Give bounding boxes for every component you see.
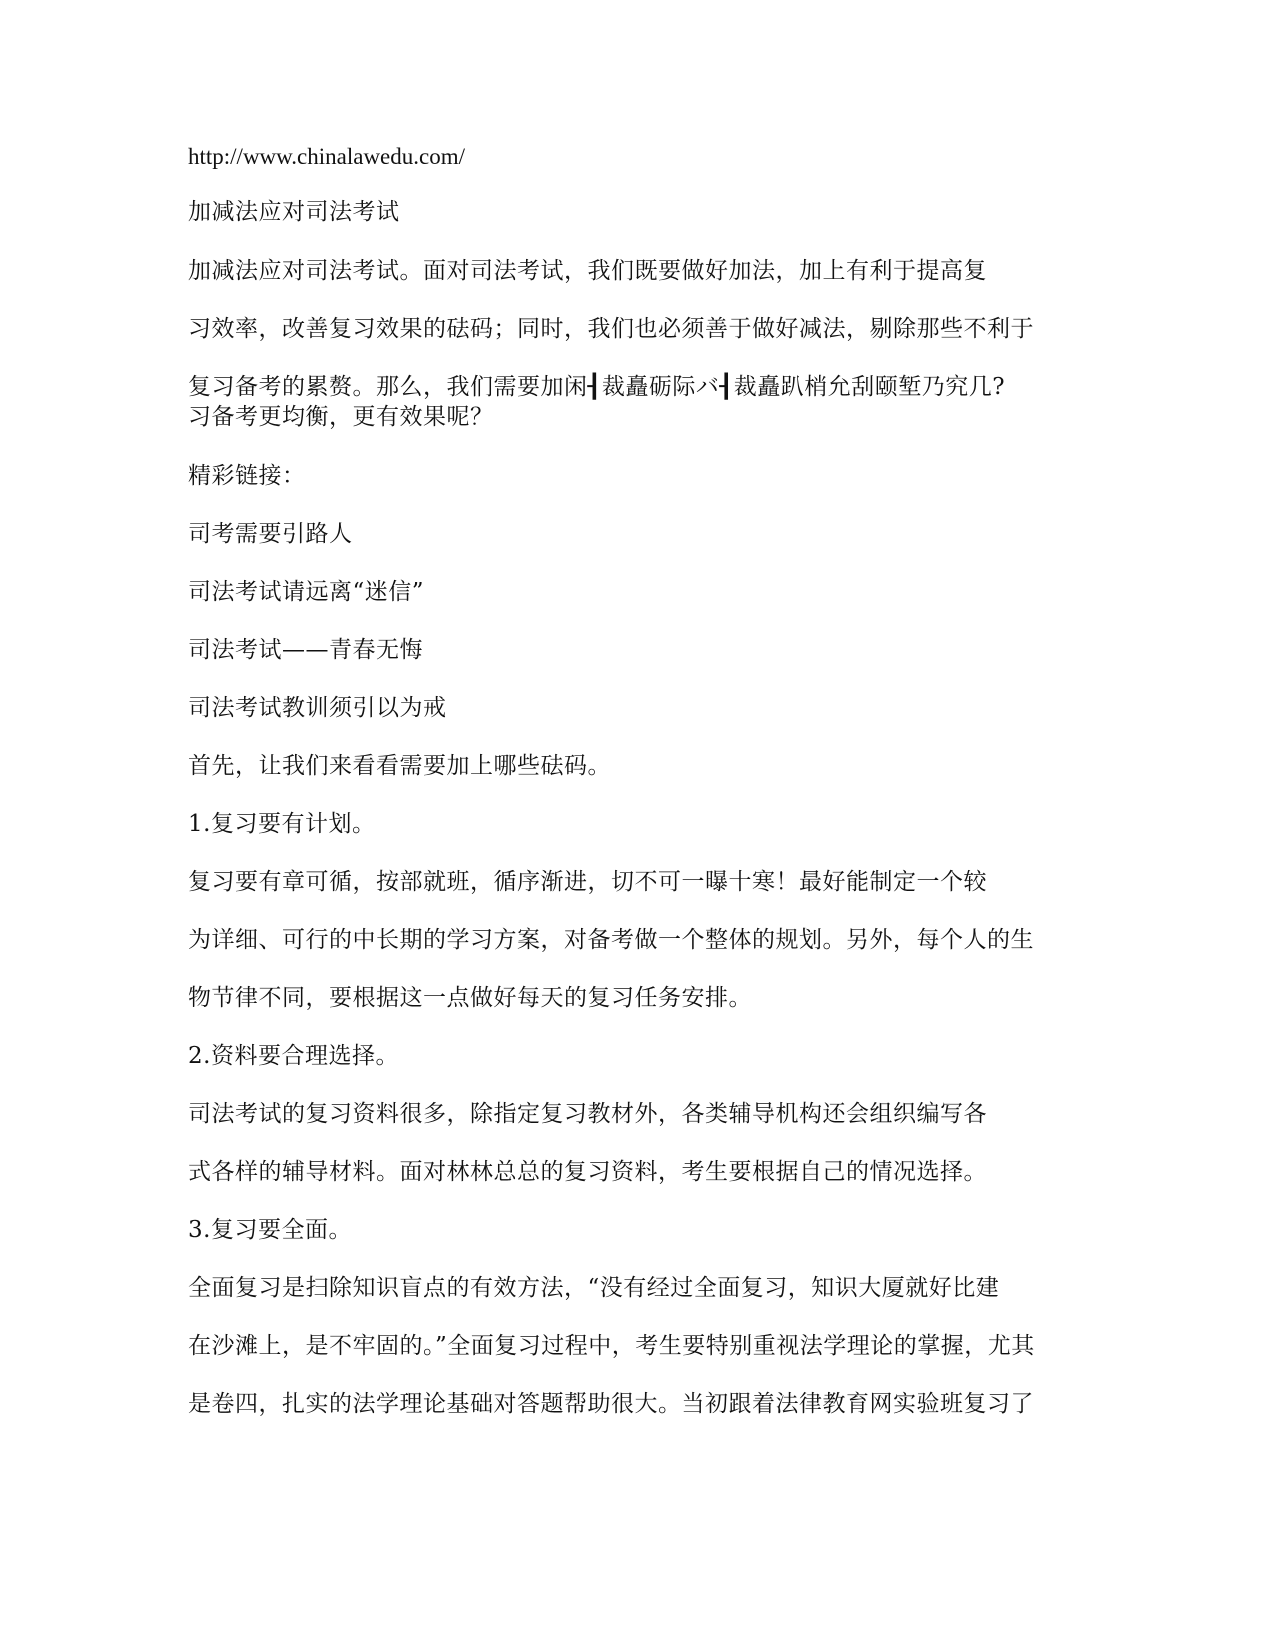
section-3-line-1: 全面复习是扫除知识盲点的有效方法，“没有经过全面复习，知识大厦就好比建: [188, 1275, 1000, 1301]
link-item-4: 司法考试教训须引以为戒: [188, 695, 447, 721]
article-title: 加减法应对司法考试: [188, 199, 400, 225]
section-2-heading: 2.资料要合理选择。: [188, 1043, 399, 1069]
intro-line-3: 复习备考的累赘。那么，我们需要加闲┨裁矗砺际バ┨裁矗趴梢允刮颐堑乃究几?: [188, 374, 1006, 400]
first-intro: 首先，让我们来看看需要加上哪些砝码。: [188, 753, 611, 779]
section-3-heading: 3.复习要全面。: [188, 1217, 352, 1243]
section-3-line-3: 是卷四，扎实的法学理论基础对答题帮助很大。当初跟着法律教育网实验班复习了: [188, 1391, 1034, 1417]
section-1-line-1: 复习要有章可循，按部就班，循序渐进，切不可一曝十寒！最好能制定一个较: [188, 869, 987, 895]
source-url: http://www.chinalawedu.com/: [188, 144, 465, 169]
section-2-line-2: 式各样的辅导材料。面对林林总总的复习资料，考生要根据自己的情况选择。: [188, 1159, 987, 1185]
section-1-line-2: 为详细、可行的中长期的学习方案，对备考做一个整体的规划。另外，每个人的生: [188, 927, 1034, 953]
section-2-line-1: 司法考试的复习资料很多，除指定复习教材外，各类辅导机构还会组织编写各: [188, 1101, 987, 1127]
intro-line-4: 习备考更均衡，更有效果呢？: [188, 404, 494, 430]
section-3-line-2: 在沙滩上，是不牢固的。”全面复习过程中，考生要特别重视法学理论的掌握，尤其: [188, 1333, 1035, 1359]
intro-line-2: 习效率，改善复习效果的砝码；同时，我们也必须善于做好减法，剔除那些不利于: [188, 316, 1034, 342]
link-item-3: 司法考试——青春无悔: [188, 637, 423, 663]
links-heading: 精彩链接：: [188, 463, 306, 489]
link-item-1: 司考需要引路人: [188, 521, 353, 547]
intro-line-1: 加减法应对司法考试。面对司法考试，我们既要做好加法，加上有利于提高复: [188, 258, 987, 284]
section-1-line-3: 物节律不同，要根据这一点做好每天的复习任务安排。: [188, 985, 752, 1011]
section-1-heading: 1.复习要有计划。: [188, 811, 376, 837]
link-item-2: 司法考试请远离“迷信”: [188, 579, 425, 605]
